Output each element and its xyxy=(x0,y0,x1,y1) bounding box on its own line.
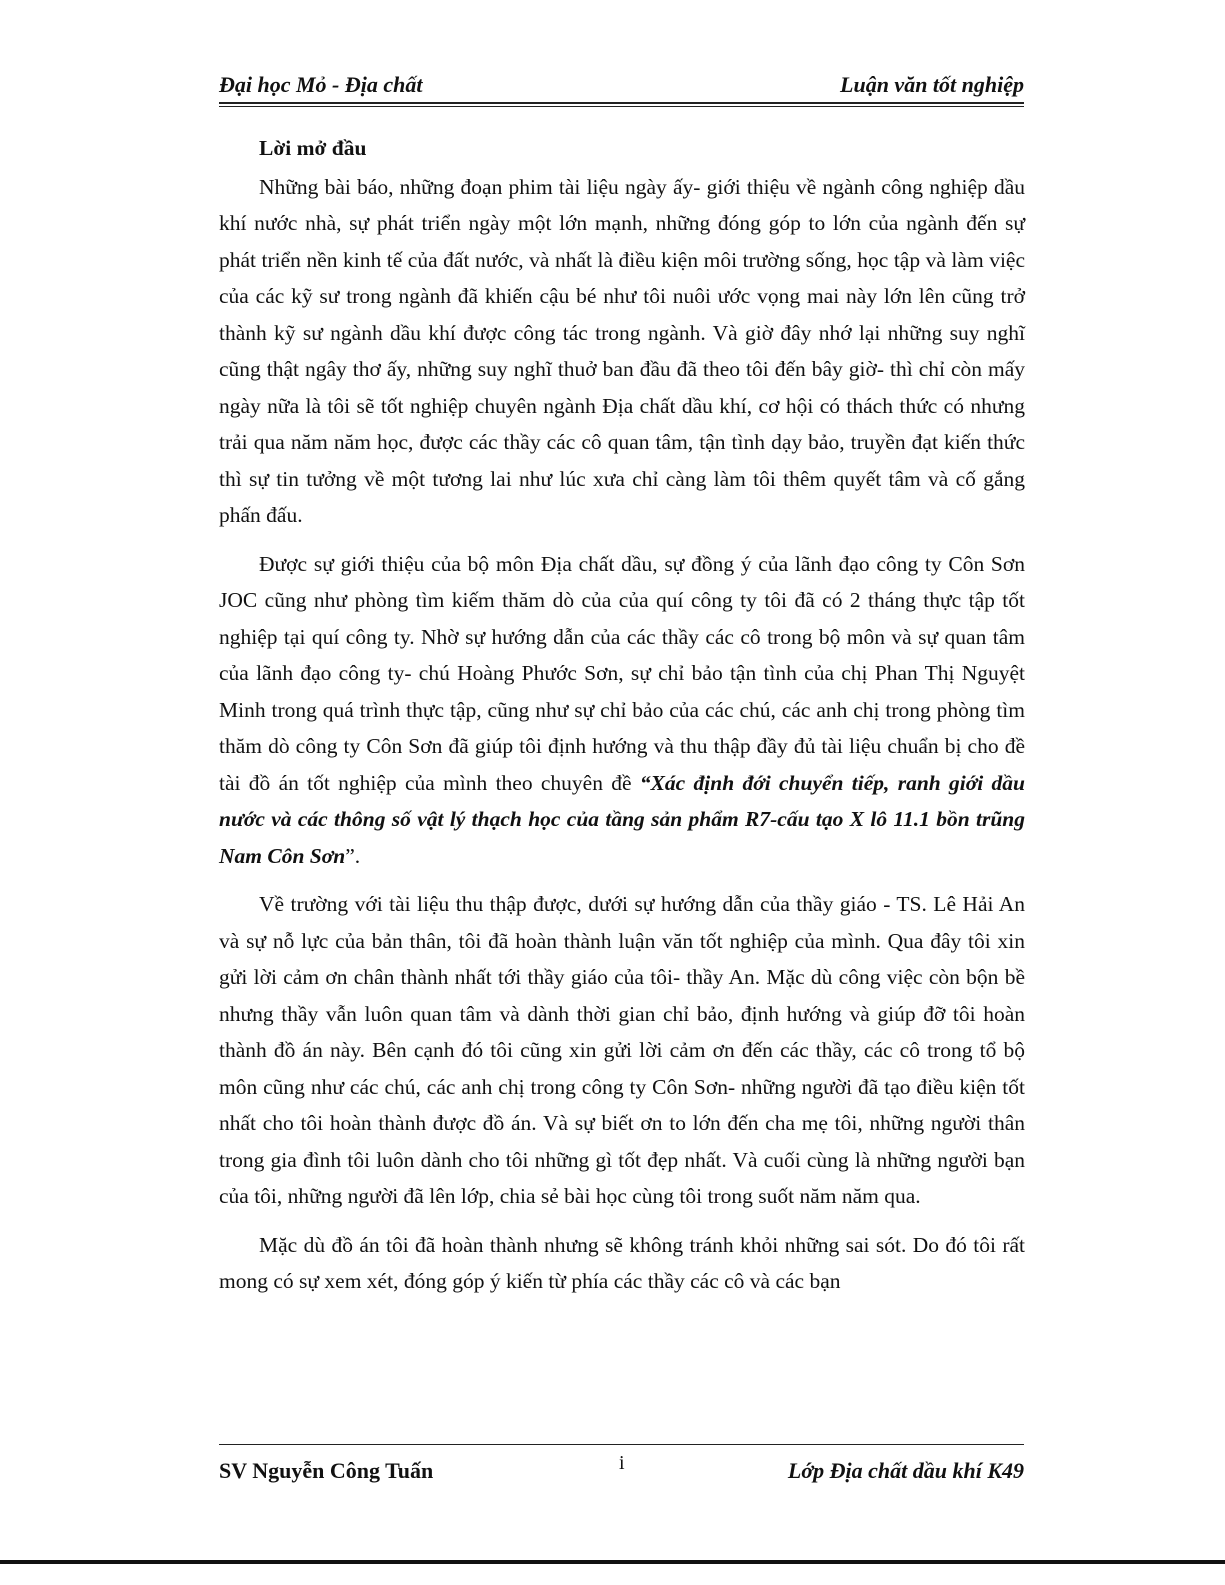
document-body xyxy=(219,130,1025,1312)
footer-rule xyxy=(219,1444,1024,1445)
page-footer xyxy=(219,1452,1024,1488)
section-heading: Lời mở đầu xyxy=(259,136,367,160)
thesis-topic-title: “Xác định đới chuyển tiếp, ranh giới dầu nước và các thông số vật lý thạch học của tầng sản phẩm R7-cấu tạo X lô 11.1 bồn trũng Nam Côn Sơn xyxy=(219,770,1026,868)
paragraph-3: Về trường với tài liệu thu thập được, dưới sự hướng dẫn của thầy giáo - TS. Lê Hải An và sự nỗ lực của bản thân, tôi đã hoàn thành luận văn tốt nghiệp của mình. Qua đây tôi xin gửi lời cảm ơn chân thành nhất tới thầy giáo của tôi- thầy An. Mặc dù công việc còn bộn bề nhưng thầy vẫn luôn quan tâm và dành thời gian chỉ bảo, định hướng và giúp đỡ tôi hoàn thành đồ án này. Bên cạnh đó tôi cũng xin gửi lời cảm ơn đến các thầy, các cô trong tổ bộ môn cũng như các chú, các anh chị trong công ty Côn Sơn- những người đã tạo điều kiện tốt nhất cho tôi hoàn thành được đồ án. Và sự biết ơn to lớn đến cha mẹ tôi, những người thân trong gia đình tôi luôn dành cho tôi những gì tốt đẹp nhất. Và cuối cùng là những người bạn của tôi, những người đã lên lớp, chia sẻ bài học cùng tôi trong suốt năm năm qua. xyxy=(219,892,1025,1208)
page-bottom-edge xyxy=(0,1560,1225,1564)
paragraph-2-end: ”. xyxy=(345,843,361,868)
paragraph-4: Mặc dù đồ án tôi đã hoàn thành nhưng sẽ không tránh khỏi những sai sót. Do đó tôi rất mong có sự xem xét, đóng góp ý kiến từ phía các thầy các cô và các bạn xyxy=(219,1232,1025,1293)
header-thesis-label: Luận văn tốt nghiệp xyxy=(840,72,1024,97)
paragraph-2-text: Được sự giới thiệu của bộ môn Địa chất dầu, sự đồng ý của lãnh đạo công ty Côn Sơn JOC cũng như phòng tìm kiếm thăm dò của của quí công ty tôi đã có 2 tháng thực tập tốt nghiệp tại quí công ty. Nhờ sự hướng dẫn của các thầy các cô trong bộ môn và sự quan tâm của lãnh đạo công ty- chú Hoàng Phước Sơn, sự chỉ bảo tận tình của chị Phan Thị Nguyệt Minh trong quá trình thực tập, cũng như sự chỉ bảo của các chú, các anh chị trong phòng tìm thăm dò công ty Côn Sơn đã giúp tôi định hướng và thu thập đầy đủ tài liệu chuẩn bị cho đề tài đồ án tốt nghiệp của mình theo chuyên đề xyxy=(219,551,1025,795)
header-university: Đại học Mỏ - Địa chất xyxy=(219,72,423,97)
header-rule xyxy=(219,106,1024,107)
paragraph-2 xyxy=(219,546,1025,875)
footer-class-name: Lớp Địa chất dầu khí K49 xyxy=(787,1458,1024,1483)
footer-student-name: SV Nguyễn Công Tuấn xyxy=(219,1458,434,1483)
page-number: i xyxy=(619,1452,625,1474)
paragraph-1: Những bài báo, những đoạn phim tài liệu ngày ấy- giới thiệu về ngành công nghiệp dầu khí nước nhà, sự phát triển ngày một lớn mạnh, những đóng góp to lớn của ngành đến sự phát triển nền kinh tế của đất nước, và nhất là điều kiện môi trường sống, học tập và làm việc của các kỹ sư trong ngành đã khiến cậu bé như tôi nuôi ước vọng mai này lớn lên cũng trở thành kỹ sư ngành dầu khí được công tác trong ngành. Và giờ đây nhớ lại những suy nghĩ cũng thật ngây thơ ấy, những suy nghĩ thuở ban đầu đã theo tôi đến bây giờ- thì chỉ còn mấy ngày nữa là tôi sẽ tốt nghiệp chuyên ngành Địa chất dầu khí, cơ hội có thách thức có nhưng trải qua năm năm học, được các thầy các cô quan tâm, tận tình dạy bảo, truyền đạt kiến thức thì sự tin tưởng về một tương lai như lúc xưa chỉ càng làm tôi thêm quyết tâm và cố gắng phấn đấu. xyxy=(219,174,1025,527)
page-header xyxy=(219,72,1024,104)
